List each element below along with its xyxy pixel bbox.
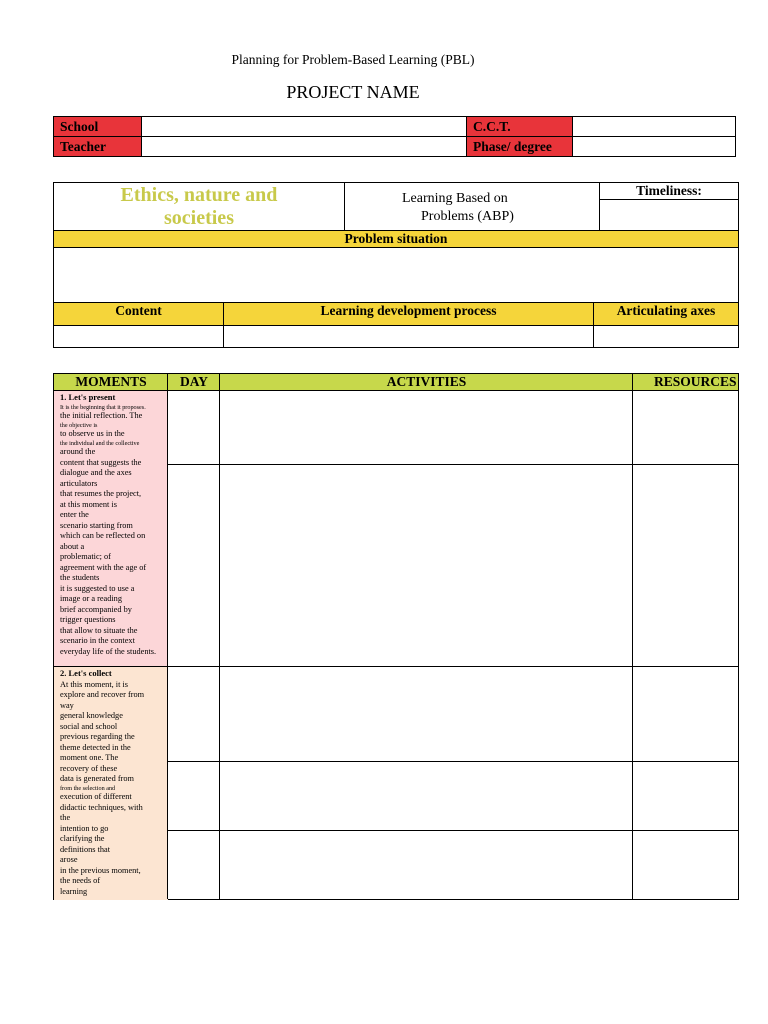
content-header: Content <box>54 303 223 325</box>
moment1-text-line: about a <box>60 541 85 551</box>
moment1-text-line: at this moment is <box>60 499 117 509</box>
moment1-text-line: to observe us in the <box>60 429 125 438</box>
moment1-text-line: the individual and the collective <box>60 439 140 447</box>
moment2-text-line: execution of different <box>60 792 132 801</box>
moment1-text-line: it is suggested to use a <box>60 583 135 593</box>
day-cell[interactable] <box>168 762 219 830</box>
method-line-2: Problems (ABP) <box>421 209 514 224</box>
day-cell[interactable] <box>168 391 219 464</box>
content-field[interactable] <box>54 326 223 347</box>
moment1-text-line: agreement with the age of <box>60 562 147 572</box>
moment1-text-line: around the <box>60 447 96 456</box>
moment2-text-line: arose <box>60 855 78 864</box>
moment2-text-line: explore and recover from <box>60 690 145 699</box>
moment-1-title: 1. Let's present <box>60 392 116 402</box>
timeliness-field[interactable] <box>600 200 738 230</box>
moment2-text-line: way <box>60 700 74 710</box>
moment2-text-line: moment one. The <box>60 753 119 762</box>
phase-label: Phase/ degree <box>467 137 573 156</box>
day-column-header: DAY <box>179 374 208 389</box>
moment2-text-line: theme detected in the <box>60 742 131 752</box>
col-divider <box>141 117 142 156</box>
phase-field[interactable] <box>573 137 735 156</box>
moment2-text-line: didactic techniques, with <box>60 802 143 812</box>
method-line-1: Learning Based on <box>402 191 508 206</box>
moment2-text-line: in the previous moment, <box>60 865 141 875</box>
moment-2-cell <box>54 667 168 900</box>
articulating-axes-header: Articulating axes <box>594 303 738 325</box>
activities-cell[interactable] <box>220 391 632 464</box>
activities-cell[interactable] <box>220 465 632 666</box>
moment1-text-line: problematic; of <box>60 552 111 561</box>
moment2-text-line: recovery of these <box>60 763 118 773</box>
teacher-field[interactable] <box>142 137 466 156</box>
learning-process-field[interactable] <box>224 326 593 347</box>
moments-column-header: MOMENTS <box>75 374 147 389</box>
problem-situation-header: Problem situation <box>54 231 738 247</box>
moment1-text-line: trigger questions <box>60 615 116 624</box>
moment2-text-line: previous regarding the <box>60 732 135 741</box>
resources-cell[interactable] <box>633 391 738 464</box>
moment1-text-line: It is the beginning that it proposes. <box>60 403 146 411</box>
col-divider <box>466 117 467 156</box>
cct-field[interactable] <box>573 117 735 137</box>
methodology-label <box>344 183 599 231</box>
document-heading: Planning for Problem-Based Learning (PBL) <box>231 52 475 67</box>
moment1-text-line: enter the <box>60 510 89 519</box>
moment2-text-line: intention to go <box>60 823 109 833</box>
moment2-text-line: learning <box>60 886 88 896</box>
resources-cell[interactable] <box>633 831 738 899</box>
info-table <box>53 182 739 348</box>
moment2-text-line: social and school <box>60 721 118 731</box>
moment2-text-line: the <box>60 813 71 822</box>
resources-cell[interactable] <box>633 465 738 666</box>
moment1-text-line: dialogue and the axes <box>60 468 132 477</box>
moment1-text-line: which can be reflected on <box>60 531 146 540</box>
field-of-study-title <box>54 183 344 232</box>
articulating-axes-field[interactable] <box>594 326 738 347</box>
field-title-line-1: Ethics, nature and <box>120 184 278 206</box>
problem-situation-field[interactable] <box>54 248 738 302</box>
moment2-text-line: At this moment, it is <box>60 679 128 689</box>
moment1-text-line: the objective is <box>60 421 98 429</box>
moment1-text-line: everyday life of the students. <box>60 646 157 656</box>
moment1-text-line: articulators <box>60 478 98 488</box>
row-divider <box>54 136 735 137</box>
day-cell[interactable] <box>168 465 219 666</box>
moment1-text-line: that resumes the project, <box>60 489 142 498</box>
activities-column-header: ACTIVITIES <box>386 374 467 389</box>
learning-process-header: Learning development process <box>224 303 593 325</box>
school-label: School <box>54 117 142 137</box>
moment1-text-line: image or a reading <box>60 594 122 603</box>
moment2-text-line: the needs of <box>60 876 101 885</box>
moment1-text-line: the students <box>60 573 100 582</box>
field-title-line-2: societies <box>164 207 234 229</box>
teacher-label: Teacher <box>54 137 142 156</box>
cct-label: C.C.T. <box>467 117 573 137</box>
day-cell[interactable] <box>168 831 219 899</box>
moment2-text-line: definitions that <box>60 844 111 854</box>
moment2-text-line: from the selection and <box>60 784 116 792</box>
resources-cell[interactable] <box>633 667 738 761</box>
moment1-text-line: the initial reflection. The <box>60 411 143 420</box>
moment1-text-line: scenario in the context <box>60 636 135 645</box>
activities-cell[interactable] <box>220 667 632 761</box>
moment2-text-line: general knowledge <box>60 711 123 720</box>
moment1-text-line: scenario starting from <box>60 520 133 530</box>
header-table <box>53 116 736 157</box>
moment2-text-line: data is generated from <box>60 774 134 783</box>
moment-1-cell <box>54 391 168 666</box>
col-divider <box>572 117 573 156</box>
moment-2-title: 2. Let's collect <box>60 668 112 678</box>
activities-cell[interactable] <box>220 831 632 899</box>
school-field[interactable] <box>142 117 466 137</box>
activities-cell[interactable] <box>220 762 632 830</box>
timeliness-label: Timeliness: <box>636 183 702 198</box>
moment1-text-line: that allow to situate the <box>60 625 138 635</box>
resources-column-header: RESOURCES <box>654 374 737 389</box>
resources-cell[interactable] <box>633 762 738 830</box>
moment1-text-line: content that suggests the <box>60 457 142 467</box>
moment2-text-line: clarifying the <box>60 834 105 843</box>
moments-table <box>53 373 739 900</box>
day-cell[interactable] <box>168 667 219 761</box>
moment1-text-line: brief accompanied by <box>60 604 132 614</box>
project-name-title: PROJECT NAME <box>286 82 420 102</box>
